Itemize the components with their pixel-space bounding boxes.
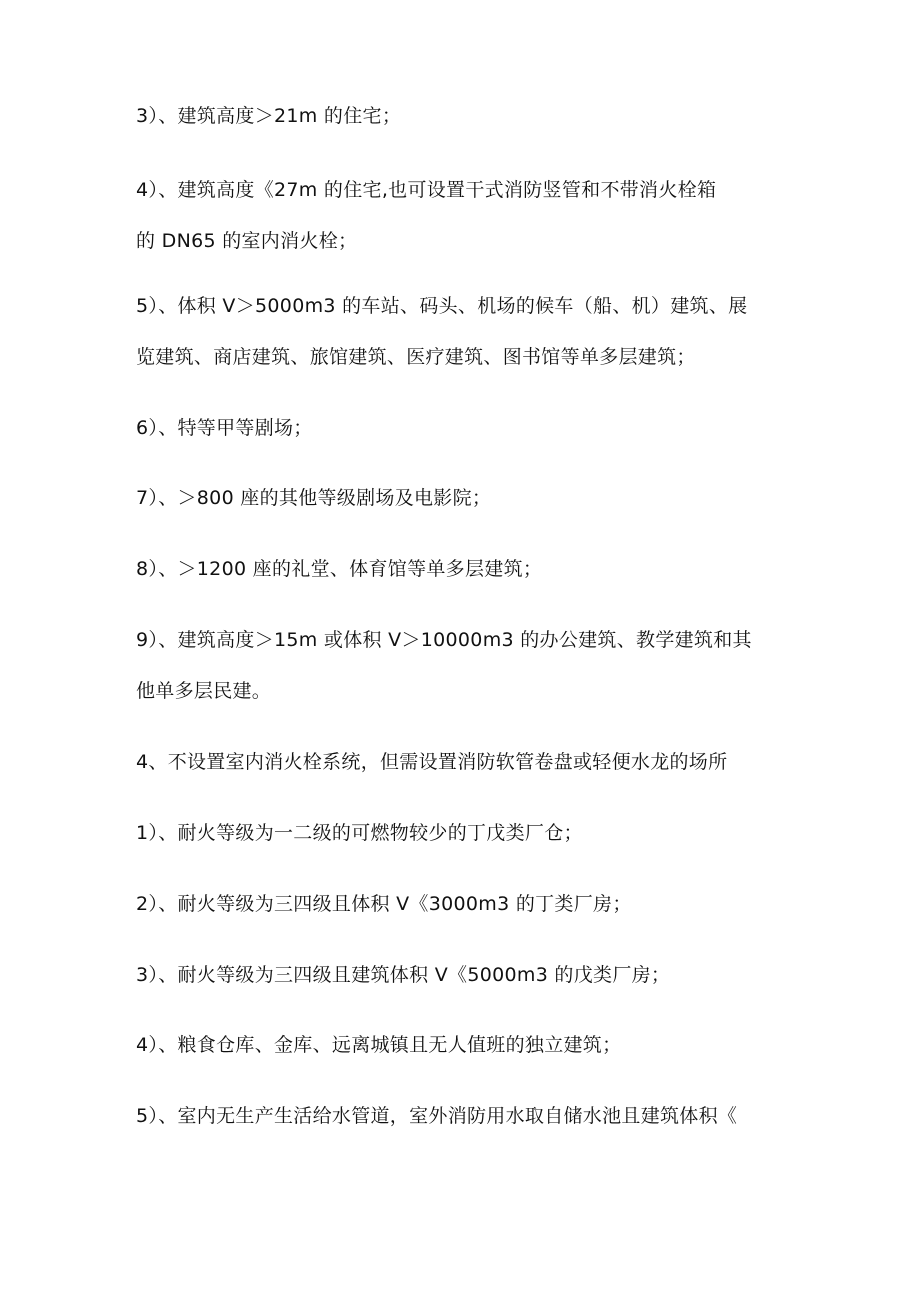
text-line: 1）、耐火等级为一二级的可燃物较少的丁戊类厂仓； — [136, 822, 583, 844]
text-line: 9）、建筑高度＞15m 或体积 V＞10000m3 的办公建筑、教学建筑和其 — [136, 629, 752, 651]
text-line: 5）、体积 V＞5000m3 的车站、码头、机场的候车（船、机）建筑、展 — [136, 295, 748, 317]
text-line: 7）、＞800 座的其他等级剧场及电影院； — [136, 487, 492, 509]
section-heading: 4、不设置室内消火栓系统，但需设置消防软管卷盘或轻便水龙的场所 — [136, 751, 728, 773]
text-line: 4）、粮食仓库、金库、远离城镇且无人值班的独立建筑； — [136, 1034, 622, 1056]
text-line: 3）、耐火等级为三四级且建筑体积 V《5000m3 的戊类厂房； — [136, 964, 671, 986]
text-line: 3）、建筑高度＞21m 的住宅； — [136, 105, 402, 127]
text-line: 2）、耐火等级为三四级且体积 V《3000m3 的丁类厂房； — [136, 893, 632, 915]
text-line: 8）、＞1200 座的礼堂、体育馆等单多层建筑； — [136, 558, 543, 580]
text-line: 4）、建筑高度《27m 的住宅,也可设置干式消防竖管和不带消火栓箱 — [136, 179, 717, 201]
text-line: 6）、特等甲等剧场； — [136, 417, 313, 439]
text-line: 的 DN65 的室内消火栓； — [136, 230, 358, 252]
text-line: 他单多层民建。 — [136, 680, 272, 702]
text-line: 览建筑、商店建筑、旅馆建筑、医疗建筑、图书馆等单多层建筑； — [136, 346, 696, 368]
text-line: 5）、室内无生产生活给水管道，室外消防用水取自储水池且建筑体积《 — [136, 1105, 738, 1127]
